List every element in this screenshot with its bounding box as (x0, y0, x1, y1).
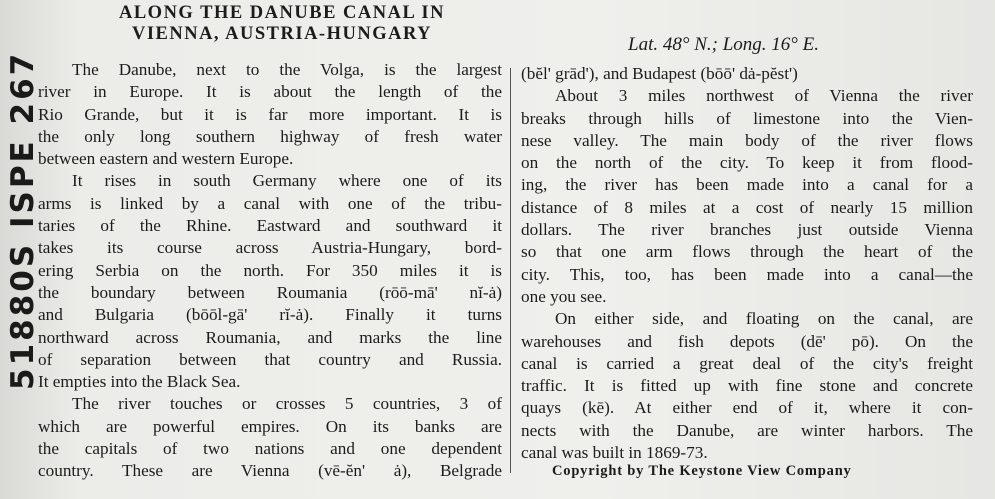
right-column (521, 63, 973, 464)
line: one you see. (521, 286, 607, 306)
line: It empties into the Black Sea. (38, 372, 241, 392)
line: the boundary between Roumania (rōō-mā' nĭ-ȧ) (38, 282, 502, 302)
line: of separation between that country and Russia. (38, 349, 502, 369)
line: ering Serbia on the north. For 350 miles it is (38, 260, 502, 280)
line: (bĕl' grād'), and Budapest (bōō' dȧ-pĕst') (521, 64, 798, 83)
line: traffic. It is fitted up with fine stone and concrete (521, 376, 973, 396)
coordinates: Lat. 48° N.; Long. 16° E. (628, 34, 819, 55)
line: river in Europe. It is about the length of the (38, 82, 502, 102)
title-line-1: ALONG THE DANUBE CANAL IN (118, 3, 445, 23)
handwritten-catalog-number: 51880S ISPE 267 (5, 50, 41, 390)
line: country. These are Vienna (vē-ĕn' ȧ), Belgrade (38, 461, 502, 481)
page-title (62, 3, 502, 45)
line: taries of the Rhine. Eastward and southward it (38, 216, 502, 236)
line: dollars. The river branches just outside Vienna (521, 220, 973, 240)
line: It rises in south Germany where one of its (72, 171, 502, 191)
line: canal was built in 1869-73. (521, 443, 708, 463)
line: the only long southern highway of fresh water (38, 126, 502, 146)
line: nects with the Danube, are winter harbors. The (521, 420, 973, 440)
line: between eastern and western Europe. (38, 149, 294, 169)
line: canal is carried a great deal of the city's freight (521, 353, 973, 373)
line: The river touches or crosses 5 countries, 3 of (72, 394, 502, 414)
line: so that one arm flows through the heart of the (521, 242, 973, 262)
line: and Bulgaria (bōōl-gā' rĭ-ȧ). Finally it turns (38, 305, 502, 325)
line: The Danube, next to the Volga, is the largest (72, 60, 502, 79)
line: northward across Roumania, and marks the line (38, 327, 502, 347)
line: quays (kē). At either end of it, where it con- (521, 398, 973, 418)
title-line-2: VIENNA, AUSTRIA-HUNGARY (131, 24, 433, 44)
column-divider (510, 68, 511, 473)
copyright-notice: Copyright by The Keystone View Company (552, 463, 852, 479)
line: on the north of the city. To keep it from flood- (521, 153, 973, 173)
line: warehouses and fish depots (dē' pō). On the (521, 331, 973, 351)
line: ing, the river has been made into a canal for a (521, 175, 973, 195)
line: arms is linked by a canal with one of the tribu- (38, 193, 502, 213)
line: which are powerful empires. On its banks are (38, 416, 502, 436)
line: nese valley. The main body of the river flows (521, 130, 973, 150)
line: distance of 8 miles at a cost of nearly 15 million (521, 197, 973, 217)
line: the capitals of two nations and one dependent (38, 439, 502, 459)
line: About 3 miles northwest of Vienna the river (555, 86, 973, 106)
line: On either side, and floating on the canal, are (555, 309, 973, 329)
left-column (38, 59, 502, 483)
line: takes its course across Austria-Hungary, bord- (38, 238, 502, 258)
line: city. This, too, has been made into a canal—the (521, 264, 973, 284)
line: breaks through hills of limestone into the Vien- (521, 108, 973, 128)
line: Rio Grande, but it is far more important. It is (38, 104, 502, 124)
